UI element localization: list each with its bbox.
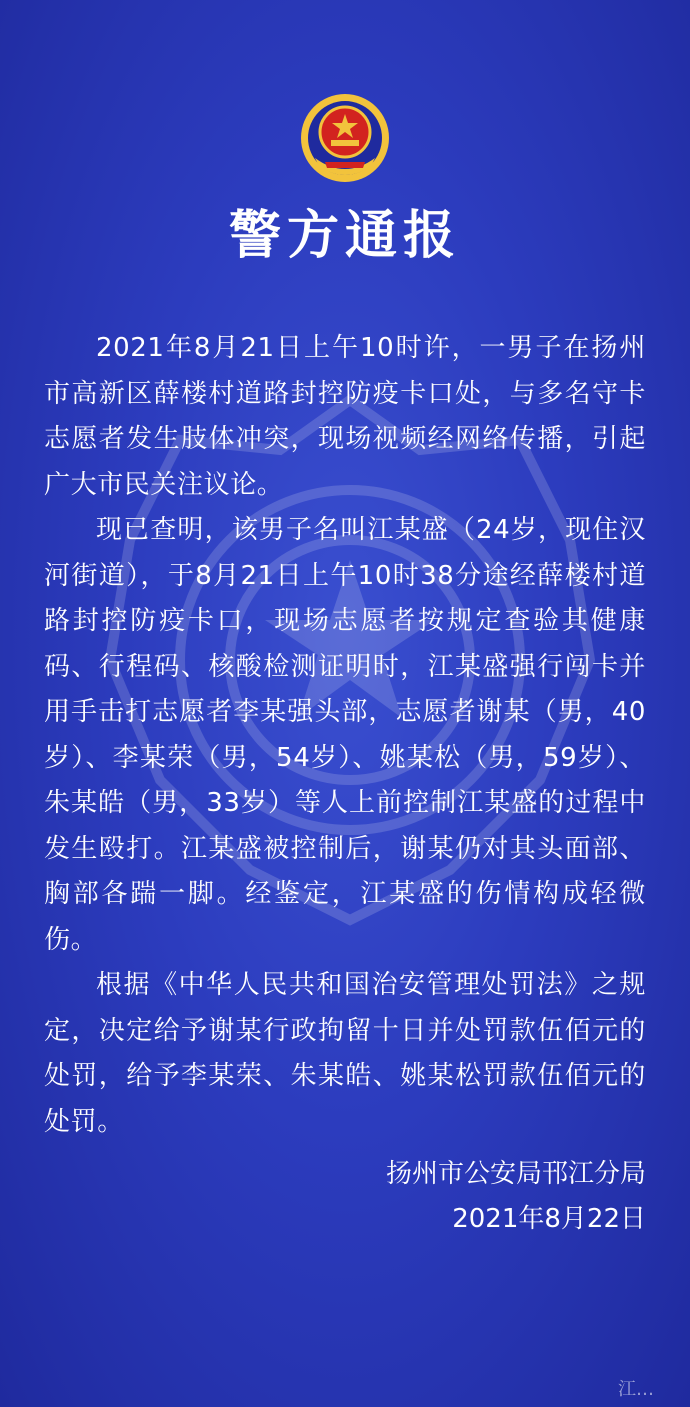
issuer-name: 扬州市公安局邗江分局 xyxy=(385,1159,646,1189)
corner-watermark-text: 江… xyxy=(618,1379,654,1400)
notice-paragraph-1: 2021年8月21日上午10时许，一男子在扬州市高新区薛楼村道路封控防疫卡口处，与多名守卡志愿者发生肢体冲突，现场视频经网络传播，引起广大市民关注议论。 xyxy=(44,333,646,500)
notice-signature xyxy=(386,1152,646,1242)
issue-date: 2021年8月22日 xyxy=(452,1204,646,1234)
police-emblem-icon xyxy=(297,88,393,184)
notice-paragraph-3: 根据《中华人民共和国治安管理处罚法》之规定，决定给予谢某行政拘留十日并处罚款伍佰元的处罚，给予李某荣、朱某皓、姚某松罚款伍佰元的处罚。 xyxy=(44,970,646,1137)
notice-title: 警方通报 xyxy=(228,205,461,266)
notice-body xyxy=(44,326,646,1145)
notice-paragraph-2: 现已查明，该男子名叫江某盛（24岁，现住汉河街道），于8月21日上午10时38分途经薛楼村道路封控防疫卡口，现场志愿者按规定查验其健康码、行程码、核酸检测证明时，江某盛强行闯卡并用手击打志愿者李某强头部，志愿者谢某（男，40岁）、李某荣（男，54岁）、姚某松（男，59岁）、朱某皓（男，33岁）等人上前控制江某盛的过程中发生殴打。江某盛被控制后，谢某仍对其头面部、胸部各踹一脚。经鉴定，江某盛的伤情构成轻微伤。 xyxy=(44,515,646,955)
